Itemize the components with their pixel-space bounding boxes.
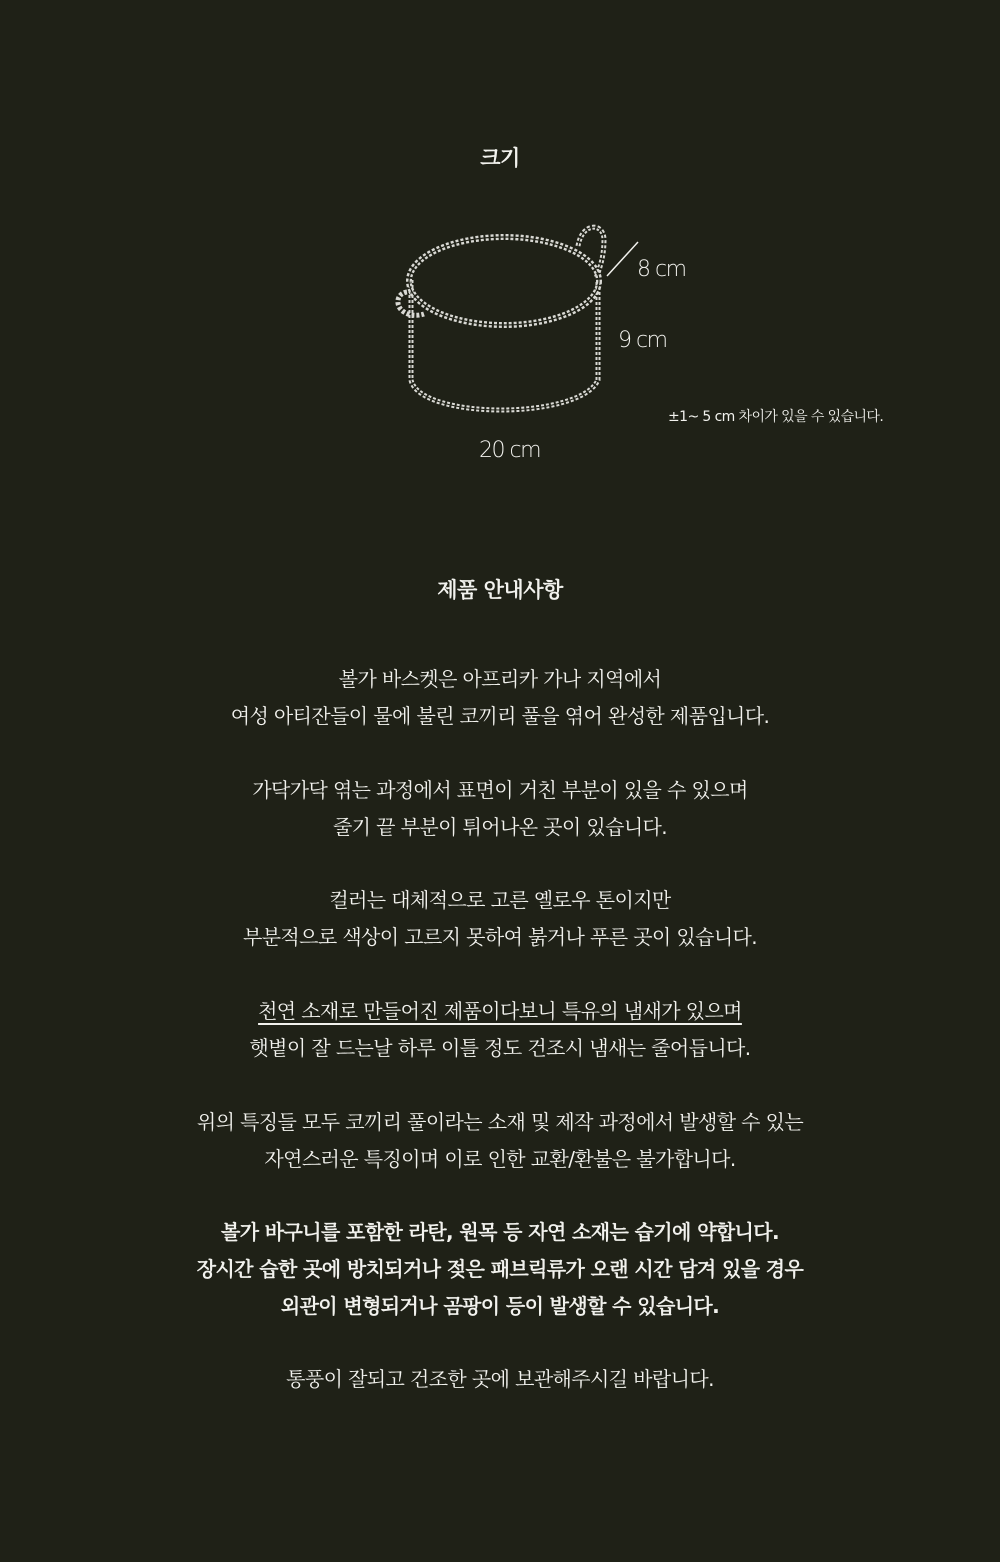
- notice-line-underlined: 천연 소재로 만들어진 제품이다보니 특유의 냄새가 있으며: [258, 999, 742, 1023]
- width-label: 20 cm: [479, 438, 541, 463]
- notice-line: 자연스러운 특징이며 이로 인한 교환/환불은 불가합니다.: [264, 1147, 736, 1171]
- height-label: 9 cm: [618, 328, 667, 353]
- notice-paragraph-moisture-warning: [0, 1214, 1000, 1325]
- notice-paragraph-no-refund: [0, 1104, 1000, 1178]
- depth-label: 8 cm: [637, 257, 686, 282]
- notice-line: 가닥가닥 엮는 과정에서 표면이 거친 부분이 있을 수 있으며: [252, 778, 748, 802]
- notice-section-title: 제품 안내사항: [437, 578, 563, 602]
- size-section-title: 크기: [480, 146, 520, 170]
- basket-body: [411, 280, 598, 410]
- notice-paragraph-color: [0, 882, 1000, 956]
- notice-line: 부분적으로 색상이 고르지 못하여 붉거나 푸른 곳이 있습니다.: [242, 925, 758, 949]
- notice-line: 볼가 바스켓은 아프리카 가나 지역에서: [338, 667, 662, 691]
- notice-line: 장시간 습한 곳에 방치되거나 젖은 패브릭류가 오랜 시간 담겨 있을 경우: [196, 1257, 804, 1281]
- basket-size-diagram: [380, 215, 1000, 485]
- notice-paragraph-storage: [0, 1361, 1000, 1398]
- notice-line: 외관이 변형되거나 곰팡이 등이 발생할 수 있습니다.: [280, 1294, 720, 1318]
- notice-line: 컬러는 대체적으로 고른 옐로우 톤이지만: [329, 888, 671, 912]
- notice-paragraph-origin: [0, 661, 1000, 735]
- notice-paragraph-smell: [0, 993, 1000, 1067]
- notice-line: 위의 특징들 모두 코끼리 풀이라는 소재 및 제작 과정에서 발생할 수 있는: [196, 1110, 804, 1134]
- notice-line: 줄기 끝 부분이 튀어나온 곳이 있습니다.: [332, 815, 668, 839]
- notice-line: 여성 아티잔들이 물에 불린 코끼리 풀을 엮어 완성한 제품입니다.: [230, 704, 770, 728]
- depth-indicator-line: [607, 242, 638, 276]
- notice-line: 볼가 바구니를 포함한 라탄, 원목 등 자연 소재는 습기에 약합니다.: [221, 1220, 779, 1244]
- notice-line: 햇볕이 잘 드는날 하루 이틀 정도 건조시 냄새는 줄어듭니다.: [249, 1036, 751, 1060]
- notice-paragraph-surface: [0, 772, 1000, 846]
- notice-line: 통풍이 잘되고 건조한 곳에 보관해주시길 바랍니다.: [286, 1367, 714, 1391]
- size-tolerance-note: ±1~ 5 cm 차이가 있을 수 있습니다.: [668, 409, 884, 425]
